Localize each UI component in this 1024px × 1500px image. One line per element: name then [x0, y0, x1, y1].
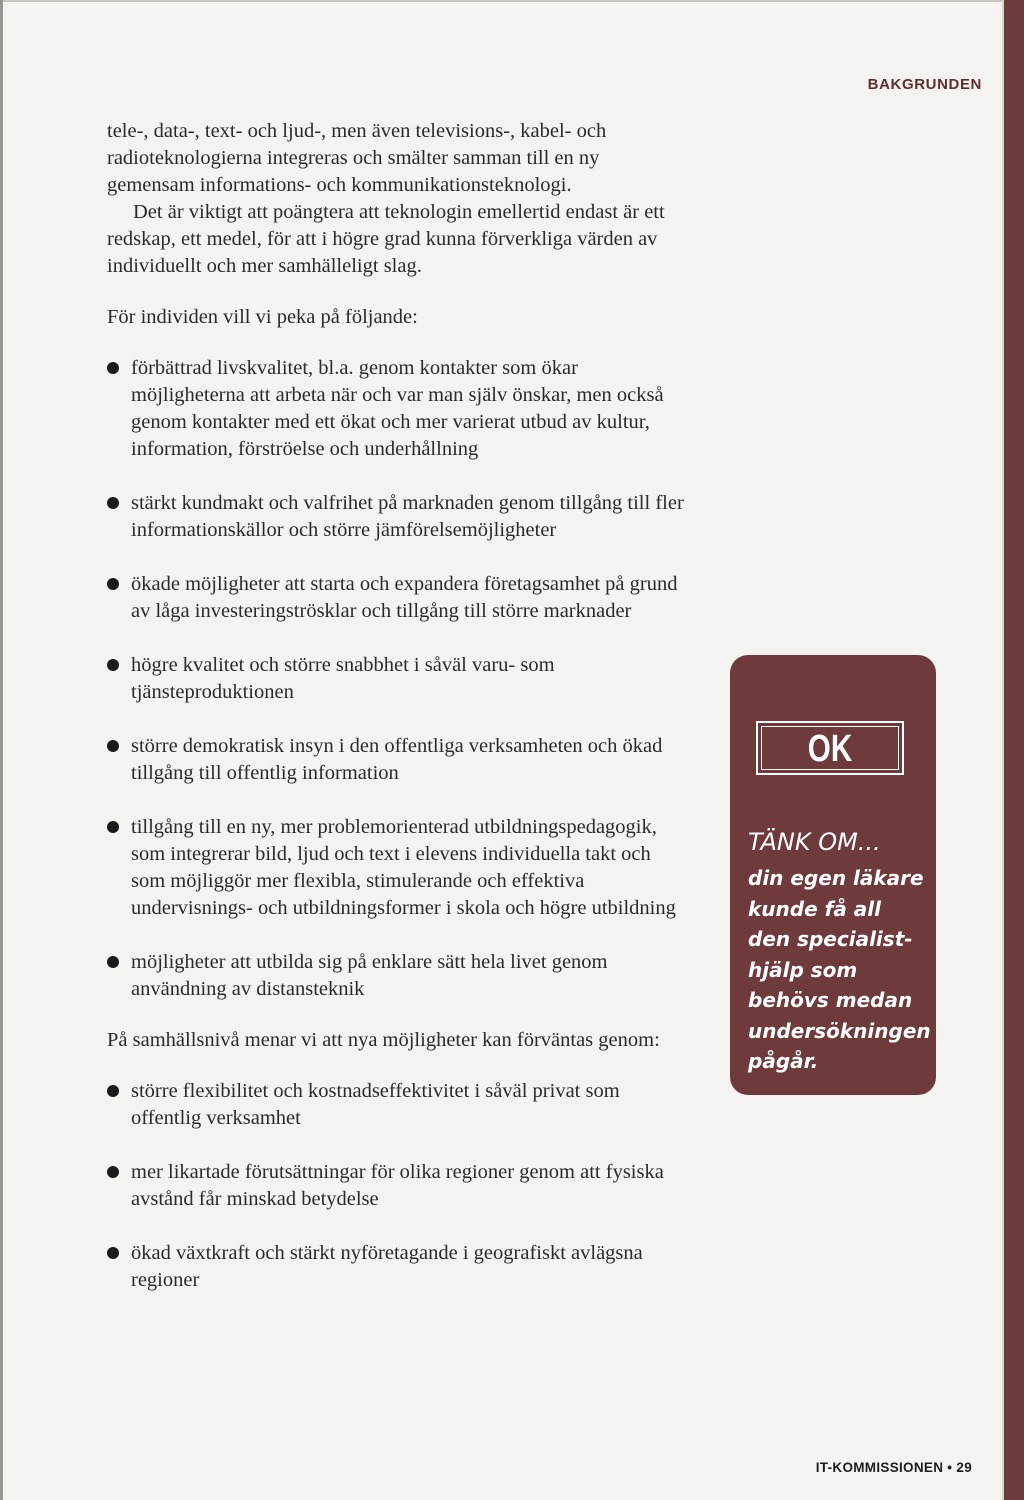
paragraph-intro: tele-, data-, text- och ljud-, men även televisions-, kabel- och radioteknologierna integreras och smälter samman till en ny gemensam informations- och kommunikationsteknologi.: [107, 120, 607, 196]
list-item: [107, 490, 687, 544]
bullet-icon: [107, 1085, 119, 1097]
body-text: [107, 118, 687, 1294]
list-item-text: större flexibilitet och kostnadseffektivitet i såväl privat som offentlig verksamhet: [131, 1080, 620, 1129]
sidebar-heading: TÄNK OM...: [748, 828, 881, 856]
list-item: [107, 733, 687, 787]
list-item-text: ökad växtkraft och stärkt nyföretagande i geografiskt avlägsna regioner: [131, 1242, 643, 1291]
list-item: [107, 1159, 687, 1213]
list-item-text: möjligheter att utbilda sig på enklare sätt hela livet genom användning av distansteknik: [131, 951, 608, 1000]
paragraph-individual-lead: För individen vill vi peka på följande:: [107, 306, 418, 328]
sidebar-line: den specialist-: [748, 927, 913, 951]
sidebar-text: [748, 863, 933, 1077]
paragraph-tool: Det är viktigt att poängtera att teknologin emellertid endast är ett redskap, ett medel, för att i högre grad kunna förverkliga värden av individuellt och mer samhälleligt slag.: [107, 201, 665, 277]
list-item: [107, 355, 687, 463]
bullet-icon: [107, 821, 119, 833]
ok-badge-label: OK: [807, 728, 853, 770]
page-footer: IT-KOMMISSIONEN • 29: [815, 1460, 972, 1475]
running-head: BAKGRUNDEN: [867, 76, 982, 93]
list-item: [107, 949, 687, 1003]
bullet-icon: [107, 578, 119, 590]
list-item-text: tillgång till en ny, mer problemorienterad utbildningspedagogik, som integrerar bild, ljud och text i elevens individuella takt och som möjliggör mer flexibla, stimulerande och effektiva undervisnings- och utbildningsformer i skola och högre utbildning: [131, 816, 676, 919]
list-item-text: förbättrad livskvalitet, bl.a. genom kontakter som ökar möjligheterna att arbeta när och var man själv önskar, men också genom kontakter med ett ökat och mer varierat utbud av kultur, information, förströelse och underhållning: [131, 357, 664, 460]
bullet-icon: [107, 1247, 119, 1259]
sidebar-line: kunde få all: [748, 896, 881, 921]
list-item-text: stärkt kundmakt och valfrihet på marknaden genom tillgång till fler informationskällor och större jämförelsemöjligheter: [131, 492, 684, 541]
ok-badge: [756, 721, 904, 775]
bullet-icon: [107, 740, 119, 752]
page-edge-top: [0, 0, 1024, 2]
society-bullet-list: [107, 1078, 687, 1294]
list-item-text: mer likartade förutsättningar för olika regioner genom att fysiska avstånd får minskad betydelse: [131, 1161, 664, 1210]
list-item: [107, 814, 687, 922]
list-item: [107, 571, 687, 625]
sidebar-line: undersökningen: [748, 1018, 931, 1043]
list-item: [107, 652, 687, 706]
bullet-icon: [107, 362, 119, 374]
page-edge-right: [1004, 0, 1024, 1500]
list-item: [107, 1078, 687, 1132]
sidebar-line: din egen läkare: [748, 866, 924, 890]
bullet-icon: [107, 956, 119, 968]
sidebar-line: hjälp som: [748, 957, 858, 982]
sidebar-callout: [730, 655, 936, 1095]
paragraph-society-lead: På samhällsnivå menar vi att nya möjligheter kan förväntas genom:: [107, 1029, 660, 1051]
bullet-icon: [107, 659, 119, 671]
list-item: [107, 1240, 687, 1294]
bullet-icon: [107, 497, 119, 509]
list-item-text: större demokratisk insyn i den offentliga verksamheten och ökad tillgång till offentlig information: [131, 735, 663, 784]
sidebar-line: behövs medan: [748, 988, 913, 1012]
list-item-text: ökade möjligheter att starta och expandera företagsamhet på grund av låga investeringströsklar och tillgång till större marknader: [131, 573, 678, 622]
bullet-icon: [107, 1166, 119, 1178]
page-edge-left: [0, 0, 3, 1500]
individual-bullet-list: [107, 355, 687, 1003]
list-item-text: högre kvalitet och större snabbhet i såväl varu- som tjänsteproduktionen: [131, 654, 555, 703]
sidebar-line: pågår.: [748, 1049, 819, 1073]
